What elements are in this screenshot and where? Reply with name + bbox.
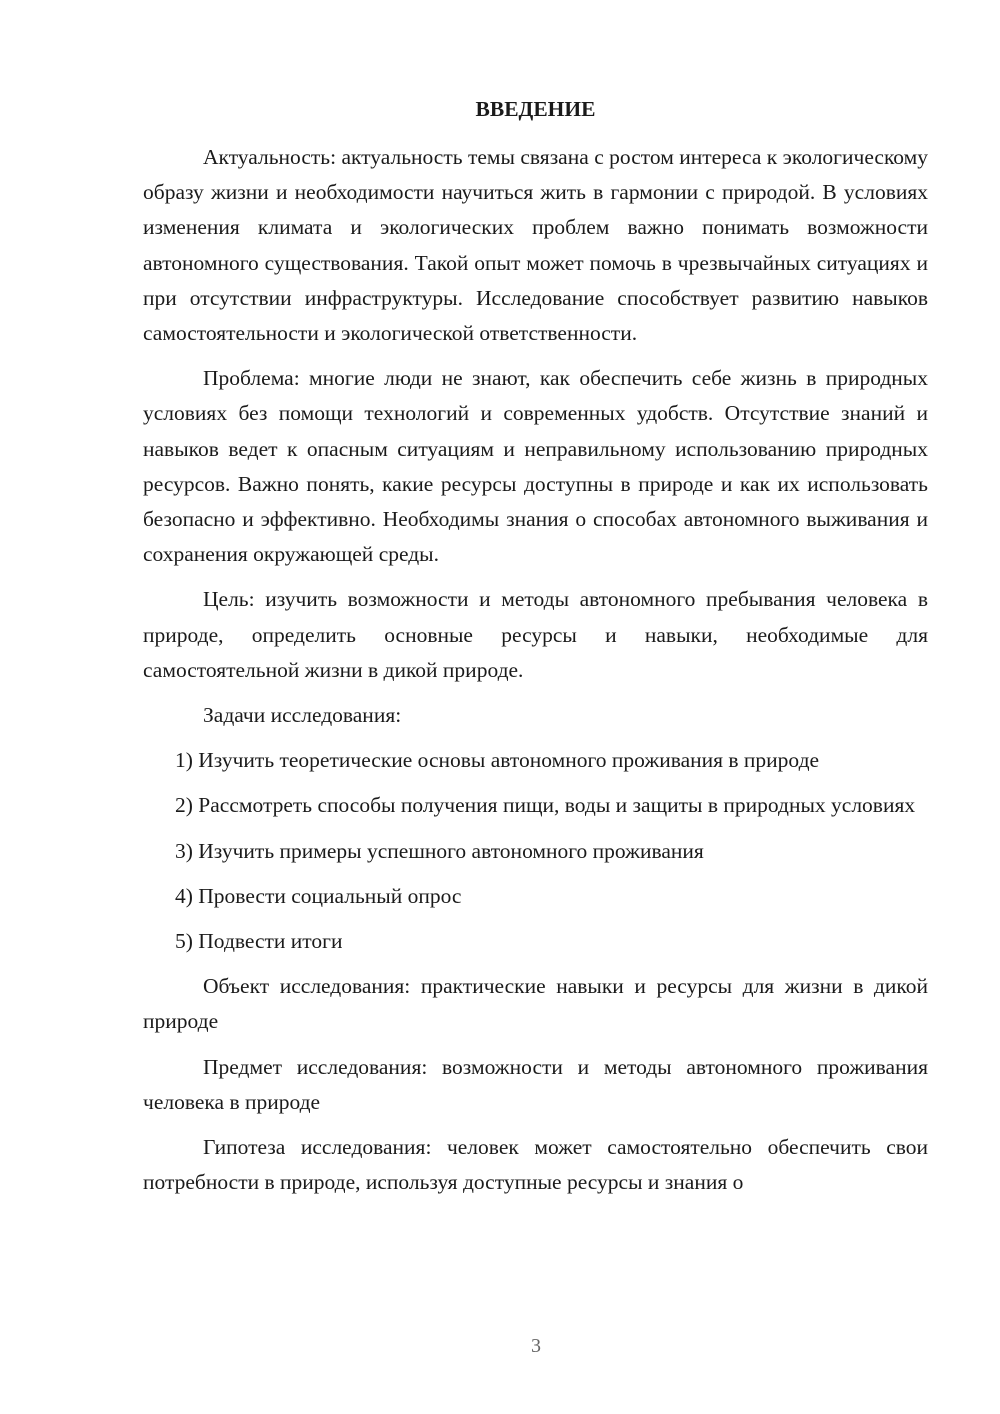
task-item: 4) Провести социальный опрос: [175, 883, 462, 908]
paragraph-subject: Предмет исследования: возможности и методы автономного проживания человека в природе: [143, 1054, 928, 1114]
paragraph-goal: Цель: изучить возможности и методы автономного пребывания человека в природе, определить основные ресурсы и навыки, необходимые для самостоятельной жизни в дикой природе.: [143, 587, 928, 682]
task-item: 2) Рассмотреть способы получения пищи, воды и защиты в природных условиях: [175, 793, 916, 818]
paragraph-object: Объект исследования: практические навыки и ресурсы для жизни в дикой природе: [143, 974, 928, 1034]
page-number: 3: [531, 1335, 541, 1357]
paragraph-hypothesis: Гипотеза исследования: человек может самостоятельно обеспечить свои потребности в природе, используя доступные ресурсы и знания о: [143, 1135, 928, 1195]
task-item: 5) Подвести итоги: [175, 929, 343, 954]
section-title: ВВЕДЕНИЕ: [475, 97, 596, 121]
tasks-heading: Задачи исследования:: [203, 703, 402, 728]
paragraph-problem: Проблема: многие люди не знают, как обеспечить себе жизнь в природных условиях без помощи технологий и современных удобств. Отсутствие знаний и навыков ведет к опасным ситуациям и неправильному использованию природных ресурсов. Важно понять, какие ресурсы доступны в природе и как их использовать безопасно и эффективно. Необходимы знания о способах автономного выживания и сохранения окружающей среды.: [143, 366, 928, 567]
page-content: [143, 92, 928, 1210]
task-item: 3) Изучить примеры успешного автономного проживания: [175, 838, 704, 863]
paragraph-relevance: Актуальность: актуальность темы связана с ростом интереса к экологическому образу жизни и необходимости научиться жить в гармонии с природой. В условиях изменения климата и экологических проблем важно понимать возможности автономного существования. Такой опыт может помочь в чрезвычайных ситуациях и при отсутствии инфраструктуры. Исследование способствует развитию навыков самостоятельности и экологической ответственности.: [143, 145, 928, 346]
task-item: 1) Изучить теоретические основы автономного проживания в природе: [175, 748, 820, 773]
